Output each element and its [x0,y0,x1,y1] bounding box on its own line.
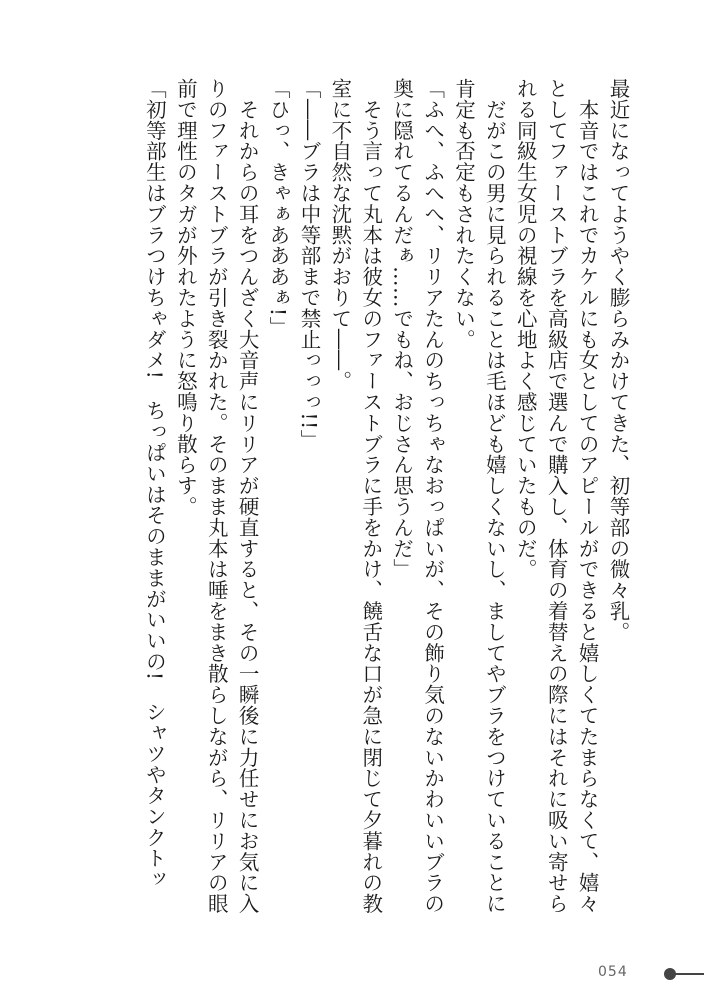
text-line: としてファーストブラを高級店で選んで購入し、体育の着替えの際にはそれに吸い寄せら [544,78,569,914]
text-line: 本音ではこれでカケルにも女としてのアピールができると嬉しくてたまらなくて、嬉々 [575,78,600,914]
page-footer [598,962,704,986]
text-line: 「初等部生はブラつけちゃダメ! ちっぱいはそのままがいいの! シャツやタンクトッ [142,78,167,890]
text-line: 「――ブラは中等部まで禁止っっっ!!」 [296,78,321,451]
text-line: だがこの男に見られることは毛ほども嬉しくないし、ましてやブラをつけていることに [482,78,507,914]
page-number: 054 [598,964,628,980]
text-line: れる同級生女児の視線を心地よく感じていたものだ。 [513,78,538,580]
text-line: 奥に隠れてるんだぁ……でもね、おじさん思うんだ」 [389,78,414,580]
text-line: そう言って丸本は彼女のファーストブラに手をかけ、饒舌な口が急に閉じて夕暮れの教 [358,78,383,914]
text-line: 最近になってようやく膨らみかけてきた、初等部の微々乳。 [606,78,630,643]
text-line: 前で理性のタガが外れたように怒鳴り散らす。 [173,78,198,517]
text-line: 肯定も否定もされたくない。 [451,78,476,350]
text-line: りのファーストブラが引き裂かれた。そのまま丸本は唾をまき散らしながら、リリアの眼 [204,78,229,914]
text-line: 「ひっ、きゃぁあああぁ!」 [266,78,291,338]
vertical-text-body [63,78,633,958]
text-line: それからの耳をつんざく大音声にリリアが硬直すると、その一瞬後に力任せにお気に入 [235,78,260,914]
page-marker-rule [674,973,704,975]
text-line: 「ふへ、ふへへ、リリアたんのちっちゃなおっぱいが、その飾り気のないかわいいブラの [420,78,445,914]
text-line: 室に不自然な沈黙がおりて――。 [327,78,352,392]
